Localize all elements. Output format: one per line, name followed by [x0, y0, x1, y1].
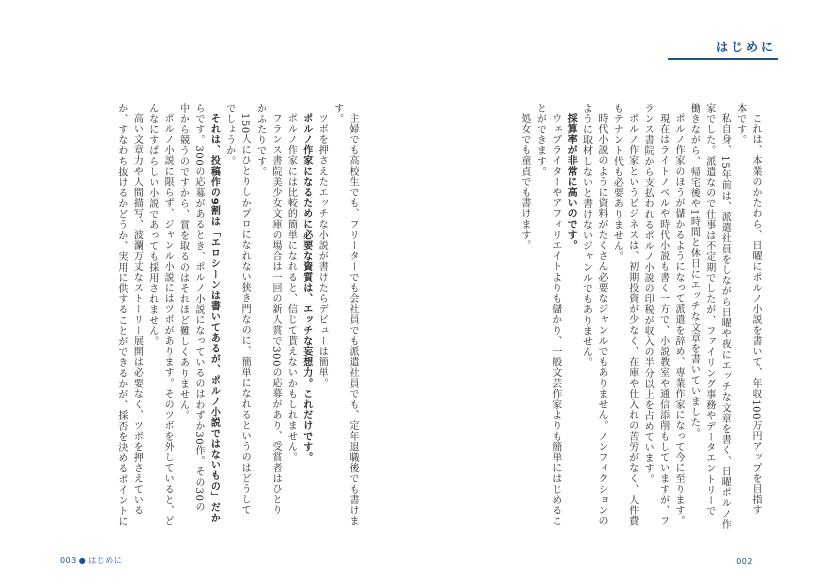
text-column: 150人にひとりしかプロになれない狭き門なのに、簡単になれるというのはどうして: [239, 113, 251, 516]
text-column: 高い文章力や人間描写、波瀾万丈なストーリー展開は必要なく、ツボを押さえている: [131, 113, 143, 516]
text-column: んなにすばらしい小説であっても採用されません。: [146, 103, 158, 347]
left-page-number: 003: [60, 556, 77, 565]
heading-title: はじめに: [715, 40, 776, 54]
text-column: それは、投稿作の9割は「エロシーンは書いてあるが、ポルノ小説ではないもの」だか: [208, 113, 220, 524]
text-column: 現在はライトノベルや時代小説も書く一方で、小説教室や通信添削もしていますが、フ: [657, 113, 669, 527]
chapter-heading: [668, 38, 778, 60]
text-column: 家でした。派遣なので仕事は不定期でしたが、ファイリング事務やデータエントリーで: [703, 103, 715, 517]
text-column: とができます。: [534, 103, 546, 178]
text-column: ポルノ作家には比較的簡単になれると、信じて貰えないかもしれません。: [285, 113, 297, 463]
heading-underline: [668, 58, 778, 60]
right-body-text: [517, 103, 764, 530]
text-column: 処女でも童貞でも書けます。: [518, 113, 530, 251]
left-body-text: [114, 103, 361, 527]
right-page: [406, 0, 813, 588]
text-column: ように取材しないと書けないジャンルでもありません。: [580, 103, 592, 368]
text-column: ポルノ作家のほうが儲かるようになって派遣を辞め、専業作家になって今に至ります。: [672, 113, 684, 527]
text-column: 時代小説のように資料がたくさん必要なジャンルでもありません。ノンフィクションの: [595, 113, 607, 527]
left-page: [0, 0, 406, 588]
text-column: 中から競うのですから、賞を取るのはそれほど難しくありません。: [177, 103, 189, 421]
text-column: これは、本業のかたわら、日曜にポルノ小説を書いて、年収100万円アップを目指す: [750, 113, 761, 516]
text-column: 働きながら、帰宅後や1時間と休日にエッチな文章を書いていました。: [688, 103, 700, 439]
left-folio: [60, 555, 122, 566]
text-column: 本です。: [734, 103, 746, 146]
text-column: ランス書院から支払われるポルノ小説の印税が収入の半分以上を占めています。: [642, 103, 654, 485]
text-column: フランス書院美少女文庫の場合は一回の新人賞で300の応募があり、受賞者はひとり: [269, 113, 281, 516]
text-column: 主婦でも高校生でも、フリーターでも会社員でも派遣社員でも、定年退職後でも書けま: [347, 113, 358, 527]
text-column: ポルノ小説に限らず、ジャンル小説にはツボがあります。そのツボを外していると、ど: [162, 113, 174, 527]
right-page-number: 002: [736, 557, 753, 566]
text-column: ポルノ作家というビジネスは、初期投資が少なく、在庫や仕入れの苦労がなく、人件費: [626, 113, 638, 527]
text-column: 私自身、15年前は、派遣社員をしながら日曜や夜にエッチな文章を書く、日曜ポルノ作: [719, 113, 731, 530]
running-head: はじめに: [88, 556, 123, 565]
folio-bullet-icon: ●: [78, 556, 87, 565]
text-column: ウェブライターやアフィリエイトよりも儲かり、一般文芸作家よりも簡単にはじめるこ: [549, 113, 561, 527]
text-column: か、すなわち抜けるかどうか、実用に供することができるかが、採否を決めるポイントに: [115, 103, 127, 527]
text-column: ポルノ作家になるために必要な資質は、エッチな妄想力。これだけです。: [300, 113, 312, 463]
text-column: かふたりです。: [254, 103, 266, 178]
text-column: らです。300の応募があるとき、ポルノ小説になっているのはわずか30作。その30の: [192, 103, 204, 513]
text-column: ツボを押さえたエッチな小説が書けたらデビューは簡単。: [316, 113, 328, 389]
text-column: もテナント代も必要ありません。: [611, 103, 623, 262]
text-column: す。: [331, 103, 343, 125]
text-column: でしょうか。: [223, 103, 235, 167]
text-column: 採算率が非常に高いのです。: [565, 113, 577, 251]
